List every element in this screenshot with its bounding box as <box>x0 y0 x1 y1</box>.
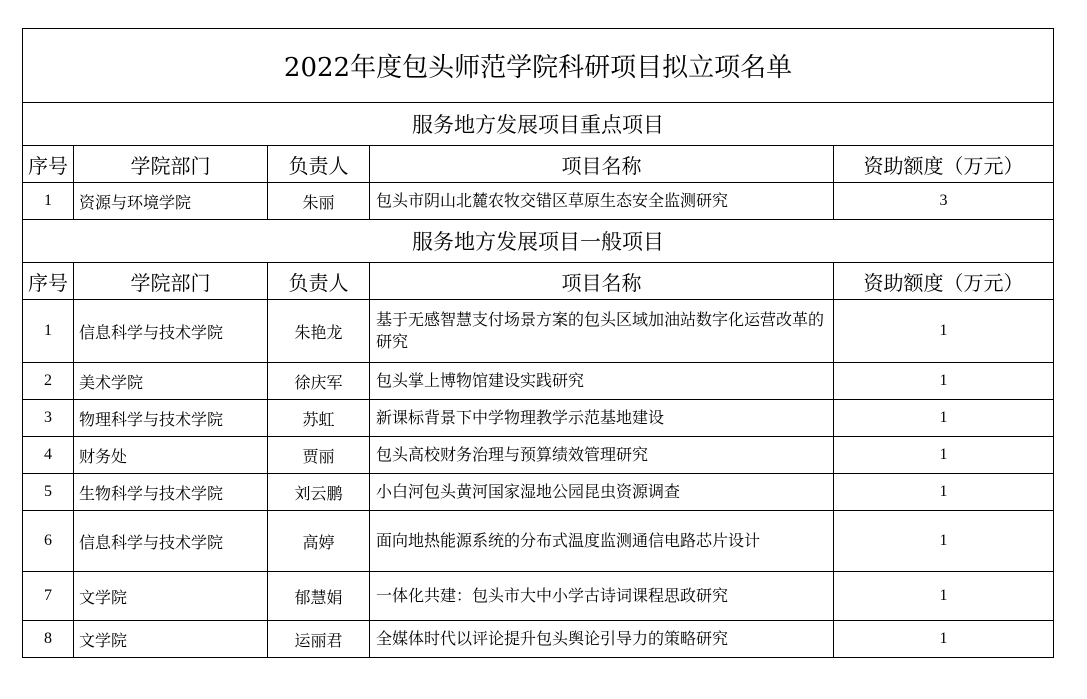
table-row <box>23 572 1054 621</box>
header-leader: 负责人 <box>268 263 370 300</box>
cell-leader: 朱丽 <box>268 183 370 220</box>
table-row <box>23 474 1054 511</box>
cell-leader: 苏虹 <box>268 400 370 437</box>
cell-project: 包头掌上博物馆建设实践研究 <box>370 363 834 400</box>
cell-project: 基于无感智慧支付场景方案的包头区域加油站数字化运营改革的研究 <box>370 300 834 363</box>
cell-index: 8 <box>23 621 74 658</box>
cell-leader: 高婷 <box>268 511 370 572</box>
cell-department: 信息科学与技术学院 <box>74 300 268 363</box>
cell-leader: 贾丽 <box>268 437 370 474</box>
cell-leader: 徐庆军 <box>268 363 370 400</box>
cell-project: 面向地热能源系统的分布式温度监测通信电路芯片设计 <box>370 511 834 572</box>
cell-index: 5 <box>23 474 74 511</box>
cell-funding: 1 <box>834 363 1054 400</box>
table-row <box>23 511 1054 572</box>
table-row <box>23 300 1054 363</box>
table-row <box>23 183 1054 220</box>
header-department: 学院部门 <box>74 263 268 300</box>
cell-project: 包头市阴山北麓农牧交错区草原生态安全监测研究 <box>370 183 834 220</box>
title-row <box>23 29 1054 103</box>
cell-project: 包头高校财务治理与预算绩效管理研究 <box>370 437 834 474</box>
cell-funding: 1 <box>834 621 1054 658</box>
cell-index: 1 <box>23 183 74 220</box>
table-row <box>23 437 1054 474</box>
cell-funding: 1 <box>834 437 1054 474</box>
cell-funding: 3 <box>834 183 1054 220</box>
table-row <box>23 363 1054 400</box>
cell-index: 3 <box>23 400 74 437</box>
cell-index: 6 <box>23 511 74 572</box>
header-row-key <box>23 146 1054 183</box>
cell-project: 新课标背景下中学物理教学示范基地建设 <box>370 400 834 437</box>
table-row <box>23 621 1054 658</box>
cell-index: 7 <box>23 572 74 621</box>
header-index: 序号 <box>23 263 74 300</box>
section-heading-key: 服务地方发展项目重点项目 <box>23 103 1054 146</box>
cell-index: 2 <box>23 363 74 400</box>
cell-project: 全媒体时代以评论提升包头舆论引导力的策略研究 <box>370 621 834 658</box>
cell-index: 4 <box>23 437 74 474</box>
cell-project: 小白河包头黄河国家湿地公园昆虫资源调查 <box>370 474 834 511</box>
header-index: 序号 <box>23 146 74 183</box>
cell-department: 美术学院 <box>74 363 268 400</box>
header-funding: 资助额度（万元） <box>834 263 1054 300</box>
header-project: 项目名称 <box>370 146 834 183</box>
cell-leader: 运丽君 <box>268 621 370 658</box>
project-list-table <box>22 28 1054 658</box>
header-project: 项目名称 <box>370 263 834 300</box>
cell-department: 物理科学与技术学院 <box>74 400 268 437</box>
cell-department: 信息科学与技术学院 <box>74 511 268 572</box>
cell-department: 财务处 <box>74 437 268 474</box>
header-funding: 资助额度（万元） <box>834 146 1054 183</box>
cell-leader: 朱艳龙 <box>268 300 370 363</box>
cell-funding: 1 <box>834 300 1054 363</box>
cell-index: 1 <box>23 300 74 363</box>
cell-department: 文学院 <box>74 621 268 658</box>
cell-funding: 1 <box>834 572 1054 621</box>
cell-funding: 1 <box>834 511 1054 572</box>
header-row-general <box>23 263 1054 300</box>
section-row-general <box>23 220 1054 263</box>
header-department: 学院部门 <box>74 146 268 183</box>
cell-funding: 1 <box>834 400 1054 437</box>
table-row <box>23 400 1054 437</box>
cell-leader: 郁慧娟 <box>268 572 370 621</box>
cell-leader: 刘云鹏 <box>268 474 370 511</box>
page-title: 2022年度包头师范学院科研项目拟立项名单 <box>23 29 1054 103</box>
cell-department: 生物科学与技术学院 <box>74 474 268 511</box>
section-heading-general: 服务地方发展项目一般项目 <box>23 220 1054 263</box>
header-leader: 负责人 <box>268 146 370 183</box>
cell-project: 一体化共建：包头市大中小学古诗词课程思政研究 <box>370 572 834 621</box>
cell-department: 文学院 <box>74 572 268 621</box>
cell-department: 资源与环境学院 <box>74 183 268 220</box>
cell-funding: 1 <box>834 474 1054 511</box>
section-row-key <box>23 103 1054 146</box>
